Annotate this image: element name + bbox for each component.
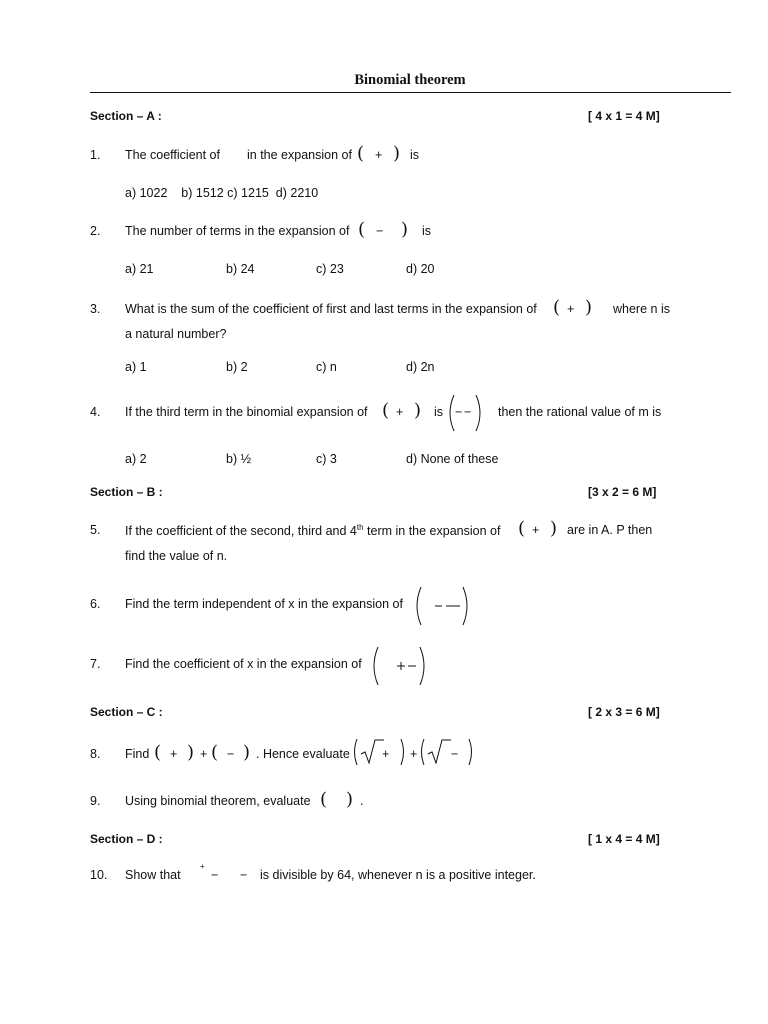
q5-right-paren: ) <box>550 518 558 539</box>
section-c-label: Section – C : <box>90 705 163 719</box>
q10-number: 10. <box>90 868 108 882</box>
q2-option-a: a) 21 <box>125 262 154 276</box>
q5-number: 5. <box>90 523 101 537</box>
q8-paren-2-left: ( <box>211 742 219 763</box>
q10-text-a: Show that <box>125 868 181 882</box>
q1-text-b: in the expansion of <box>247 148 352 162</box>
q2-option-d: d) 20 <box>406 262 435 276</box>
q3-line-2: a natural number? <box>125 327 227 341</box>
q10-minus-2: − <box>240 868 248 882</box>
q8-paren-2-right: ) <box>243 742 251 763</box>
q3-plus: + <box>567 302 575 316</box>
q2-text-b: is <box>422 224 432 238</box>
q5-text-a-tail: term in the expansion of <box>363 524 501 539</box>
q4-option-d: d) None of these <box>406 452 499 466</box>
q8-plus-4: + <box>410 747 418 761</box>
q8-minus-2: − <box>451 747 459 761</box>
q7-number: 7. <box>90 657 101 671</box>
q4-option-a: a) 2 <box>125 452 147 466</box>
q10-minus-1: − <box>211 868 219 882</box>
q4-right-paren: ) <box>414 400 422 421</box>
q6-number: 6. <box>90 597 101 611</box>
q9-left-paren: ( <box>320 789 328 810</box>
q3-option-a: a) 1 <box>125 360 147 374</box>
q5-text-a-main: If the coefficient of the second, third and 4 <box>125 524 357 539</box>
q4-minus-b: − <box>464 405 472 419</box>
q8-plus-3: + <box>382 747 390 761</box>
q4-option-c: c) 3 <box>316 452 337 466</box>
q1-options: a) 1022 b) 1512 c) 1215 d) 2210 <box>125 186 319 200</box>
q3-text-b: where n is <box>613 302 670 316</box>
q1-plus: + <box>375 148 383 162</box>
q3-option-b: b) 2 <box>226 360 248 374</box>
q2-right-paren: ) <box>401 219 409 240</box>
q2-minus: − <box>376 224 384 238</box>
title-underline <box>90 92 731 93</box>
q3-left-paren: ( <box>553 297 561 318</box>
q7-text: Find the coefficient of x in the expansion of <box>125 657 362 671</box>
q5-plus: + <box>532 523 540 537</box>
q8-plus-2: + <box>200 747 208 761</box>
q3-right-paren: ) <box>585 297 593 318</box>
section-b-label: Section – B : <box>90 485 163 499</box>
q8-text-b: . Hence evaluate <box>256 747 350 761</box>
q3-number: 3. <box>90 302 101 316</box>
q8-plus-1: + <box>170 747 178 761</box>
q4-left-paren: ( <box>382 400 390 421</box>
q1-number: 1. <box>90 148 101 162</box>
q4-text-a: If the third term in the binomial expansion of <box>125 405 368 419</box>
q7-tall-parentheses <box>370 645 430 687</box>
q1-text-a: The coefficient of <box>125 148 220 162</box>
q8-number: 8. <box>90 747 101 761</box>
q5-text-a <box>125 523 500 538</box>
q2-option-c: c) 23 <box>316 262 344 276</box>
q5-superscript: th <box>356 523 364 532</box>
q4-text-b: is <box>434 405 444 419</box>
q5-text-b: are in A. P then <box>567 523 653 537</box>
q1-left-paren: ( <box>357 143 365 164</box>
section-b-marks: [3 x 2 = 6 M] <box>588 485 657 499</box>
q3-option-d: d) 2n <box>406 360 435 374</box>
q2-option-b: b) 24 <box>226 262 255 276</box>
q6-text: Find the term independent of x in the expansion of <box>125 597 403 611</box>
section-a-marks: [ 4 x 1 = 4 M] <box>588 109 660 123</box>
q8-text-a: Find <box>125 747 150 761</box>
q6-tall-parentheses <box>413 585 473 627</box>
q8-paren-1-left: ( <box>154 742 162 763</box>
q3-option-c: c) n <box>316 360 337 374</box>
page-title: Binomial theorem <box>354 72 466 88</box>
section-a-label: Section – A : <box>90 109 162 123</box>
section-c-marks: [ 2 x 3 = 6 M] <box>588 705 660 719</box>
q2-number: 2. <box>90 224 101 238</box>
q5-line-2: find the value of n. <box>125 549 228 563</box>
q9-text-b: . <box>360 794 364 808</box>
section-d-label: Section – D : <box>90 832 163 846</box>
section-d-marks: [ 1 x 4 = 4 M] <box>588 832 660 846</box>
q8-minus-1: − <box>227 747 235 761</box>
q1-text-c: is <box>410 148 420 162</box>
q1-right-paren: ) <box>393 143 401 164</box>
q4-plus: + <box>396 405 404 419</box>
q3-text-a: What is the sum of the coefficient of first and last terms in the expansion of <box>125 302 537 316</box>
q4-minus-a: − <box>455 405 464 419</box>
q2-text-a: The number of terms in the expansion of <box>125 224 350 238</box>
q4-text-c: then the rational value of m is <box>498 405 662 419</box>
q8-paren-1-right: ) <box>187 742 195 763</box>
q5-left-paren: ( <box>518 518 526 539</box>
q2-left-paren: ( <box>358 219 366 240</box>
q9-number: 9. <box>90 794 101 808</box>
q9-right-paren: ) <box>346 789 354 810</box>
q9-text-a: Using binomial theorem, evaluate <box>125 794 311 808</box>
q4-option-b: b) ½ <box>226 452 252 466</box>
q10-superscript-plus: + <box>200 862 205 871</box>
q4-number: 4. <box>90 405 101 419</box>
q10-text-b: is divisible by 64, whenever n is a positive integer. <box>260 868 536 882</box>
